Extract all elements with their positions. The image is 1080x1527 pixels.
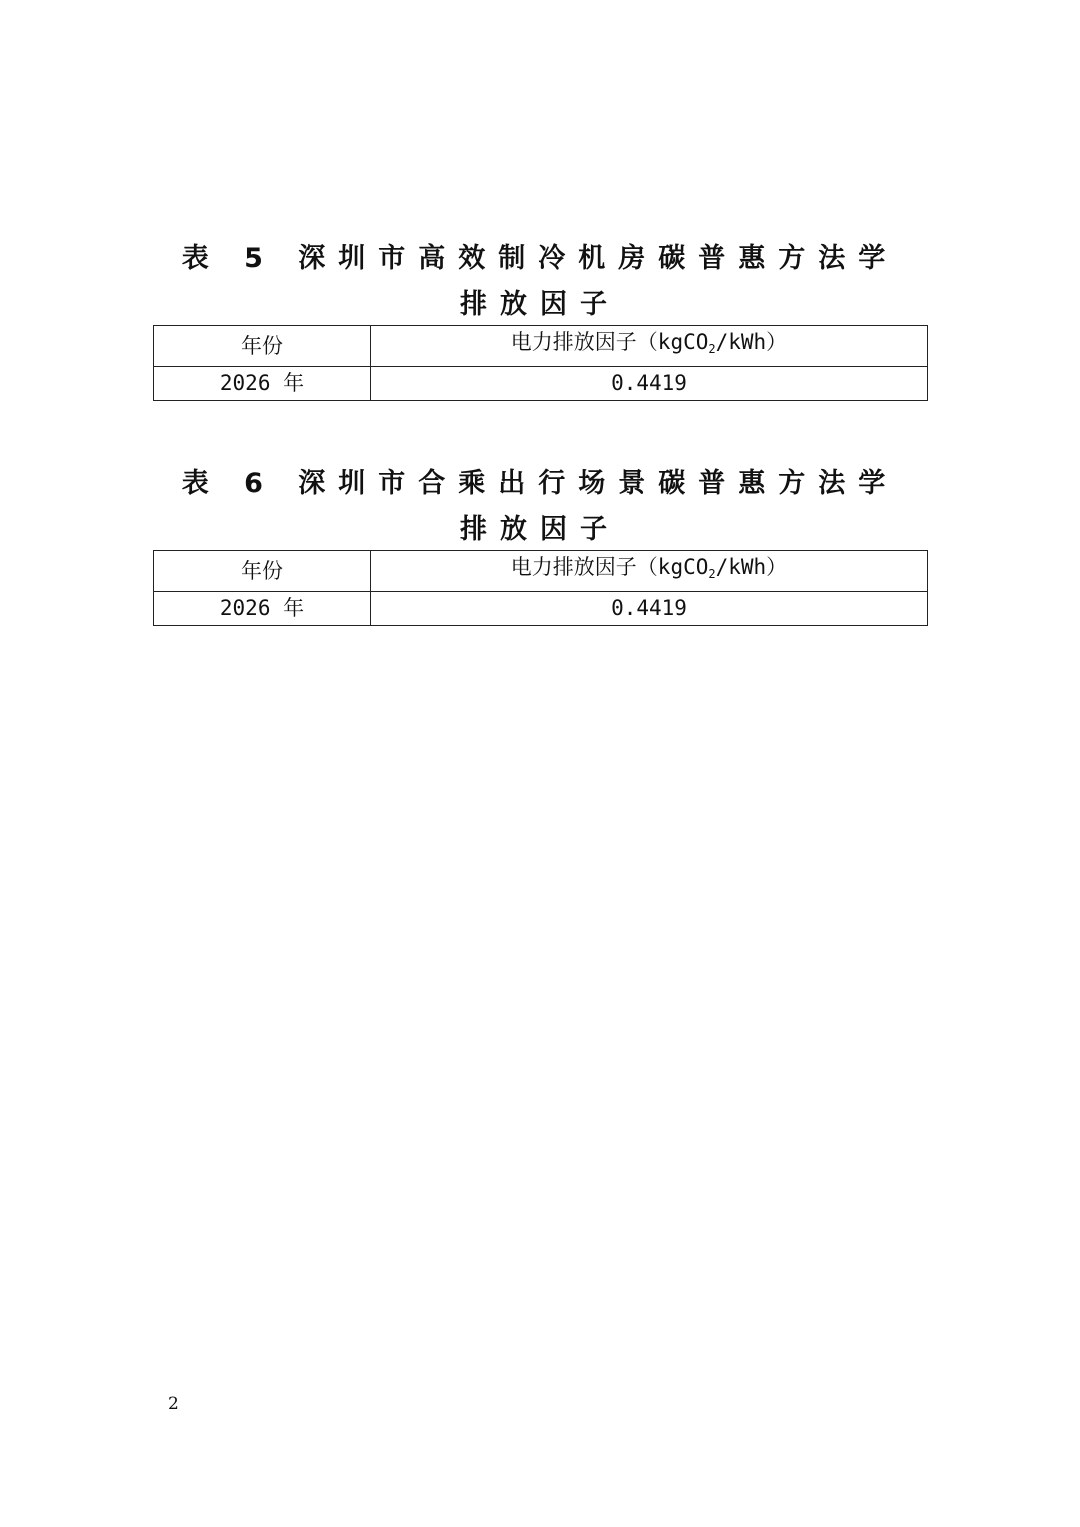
year-cell: 2026 年 xyxy=(154,592,371,626)
header-factor-suffix: /kWh） xyxy=(715,555,788,579)
table-5-title-line1: 表 5 深圳市高效制冷机房碳普惠方法学 xyxy=(181,243,899,274)
header-year-cell: 年份 xyxy=(154,326,371,367)
header-factor-subscript: 2 xyxy=(708,342,716,356)
table-row xyxy=(154,367,928,401)
table-row xyxy=(154,592,928,626)
header-factor-prefix: 电力排放因子（kgCO xyxy=(510,330,709,354)
header-factor-subscript: 2 xyxy=(708,567,716,581)
table-6-title-line1: 表 6 深圳市合乘出行场景碳普惠方法学 xyxy=(181,468,899,499)
table-5-title-line2: 排放因子 xyxy=(460,289,620,320)
year-cell: 2026 年 xyxy=(154,367,371,401)
header-year-cell: 年份 xyxy=(154,551,371,592)
header-factor-cell xyxy=(371,326,928,367)
table-5 xyxy=(153,325,928,401)
header-factor-cell xyxy=(371,551,928,592)
factor-value-cell: 0.4419 xyxy=(371,367,928,401)
header-factor-suffix: /kWh） xyxy=(715,330,788,354)
page-number: 2 xyxy=(168,1394,179,1414)
table-6 xyxy=(153,550,928,626)
table-header-row xyxy=(154,551,928,592)
table-header-row xyxy=(154,326,928,367)
table-6-title-line2: 排放因子 xyxy=(460,514,620,545)
factor-value-cell: 0.4419 xyxy=(371,592,928,626)
header-factor-prefix: 电力排放因子（kgCO xyxy=(510,555,709,579)
